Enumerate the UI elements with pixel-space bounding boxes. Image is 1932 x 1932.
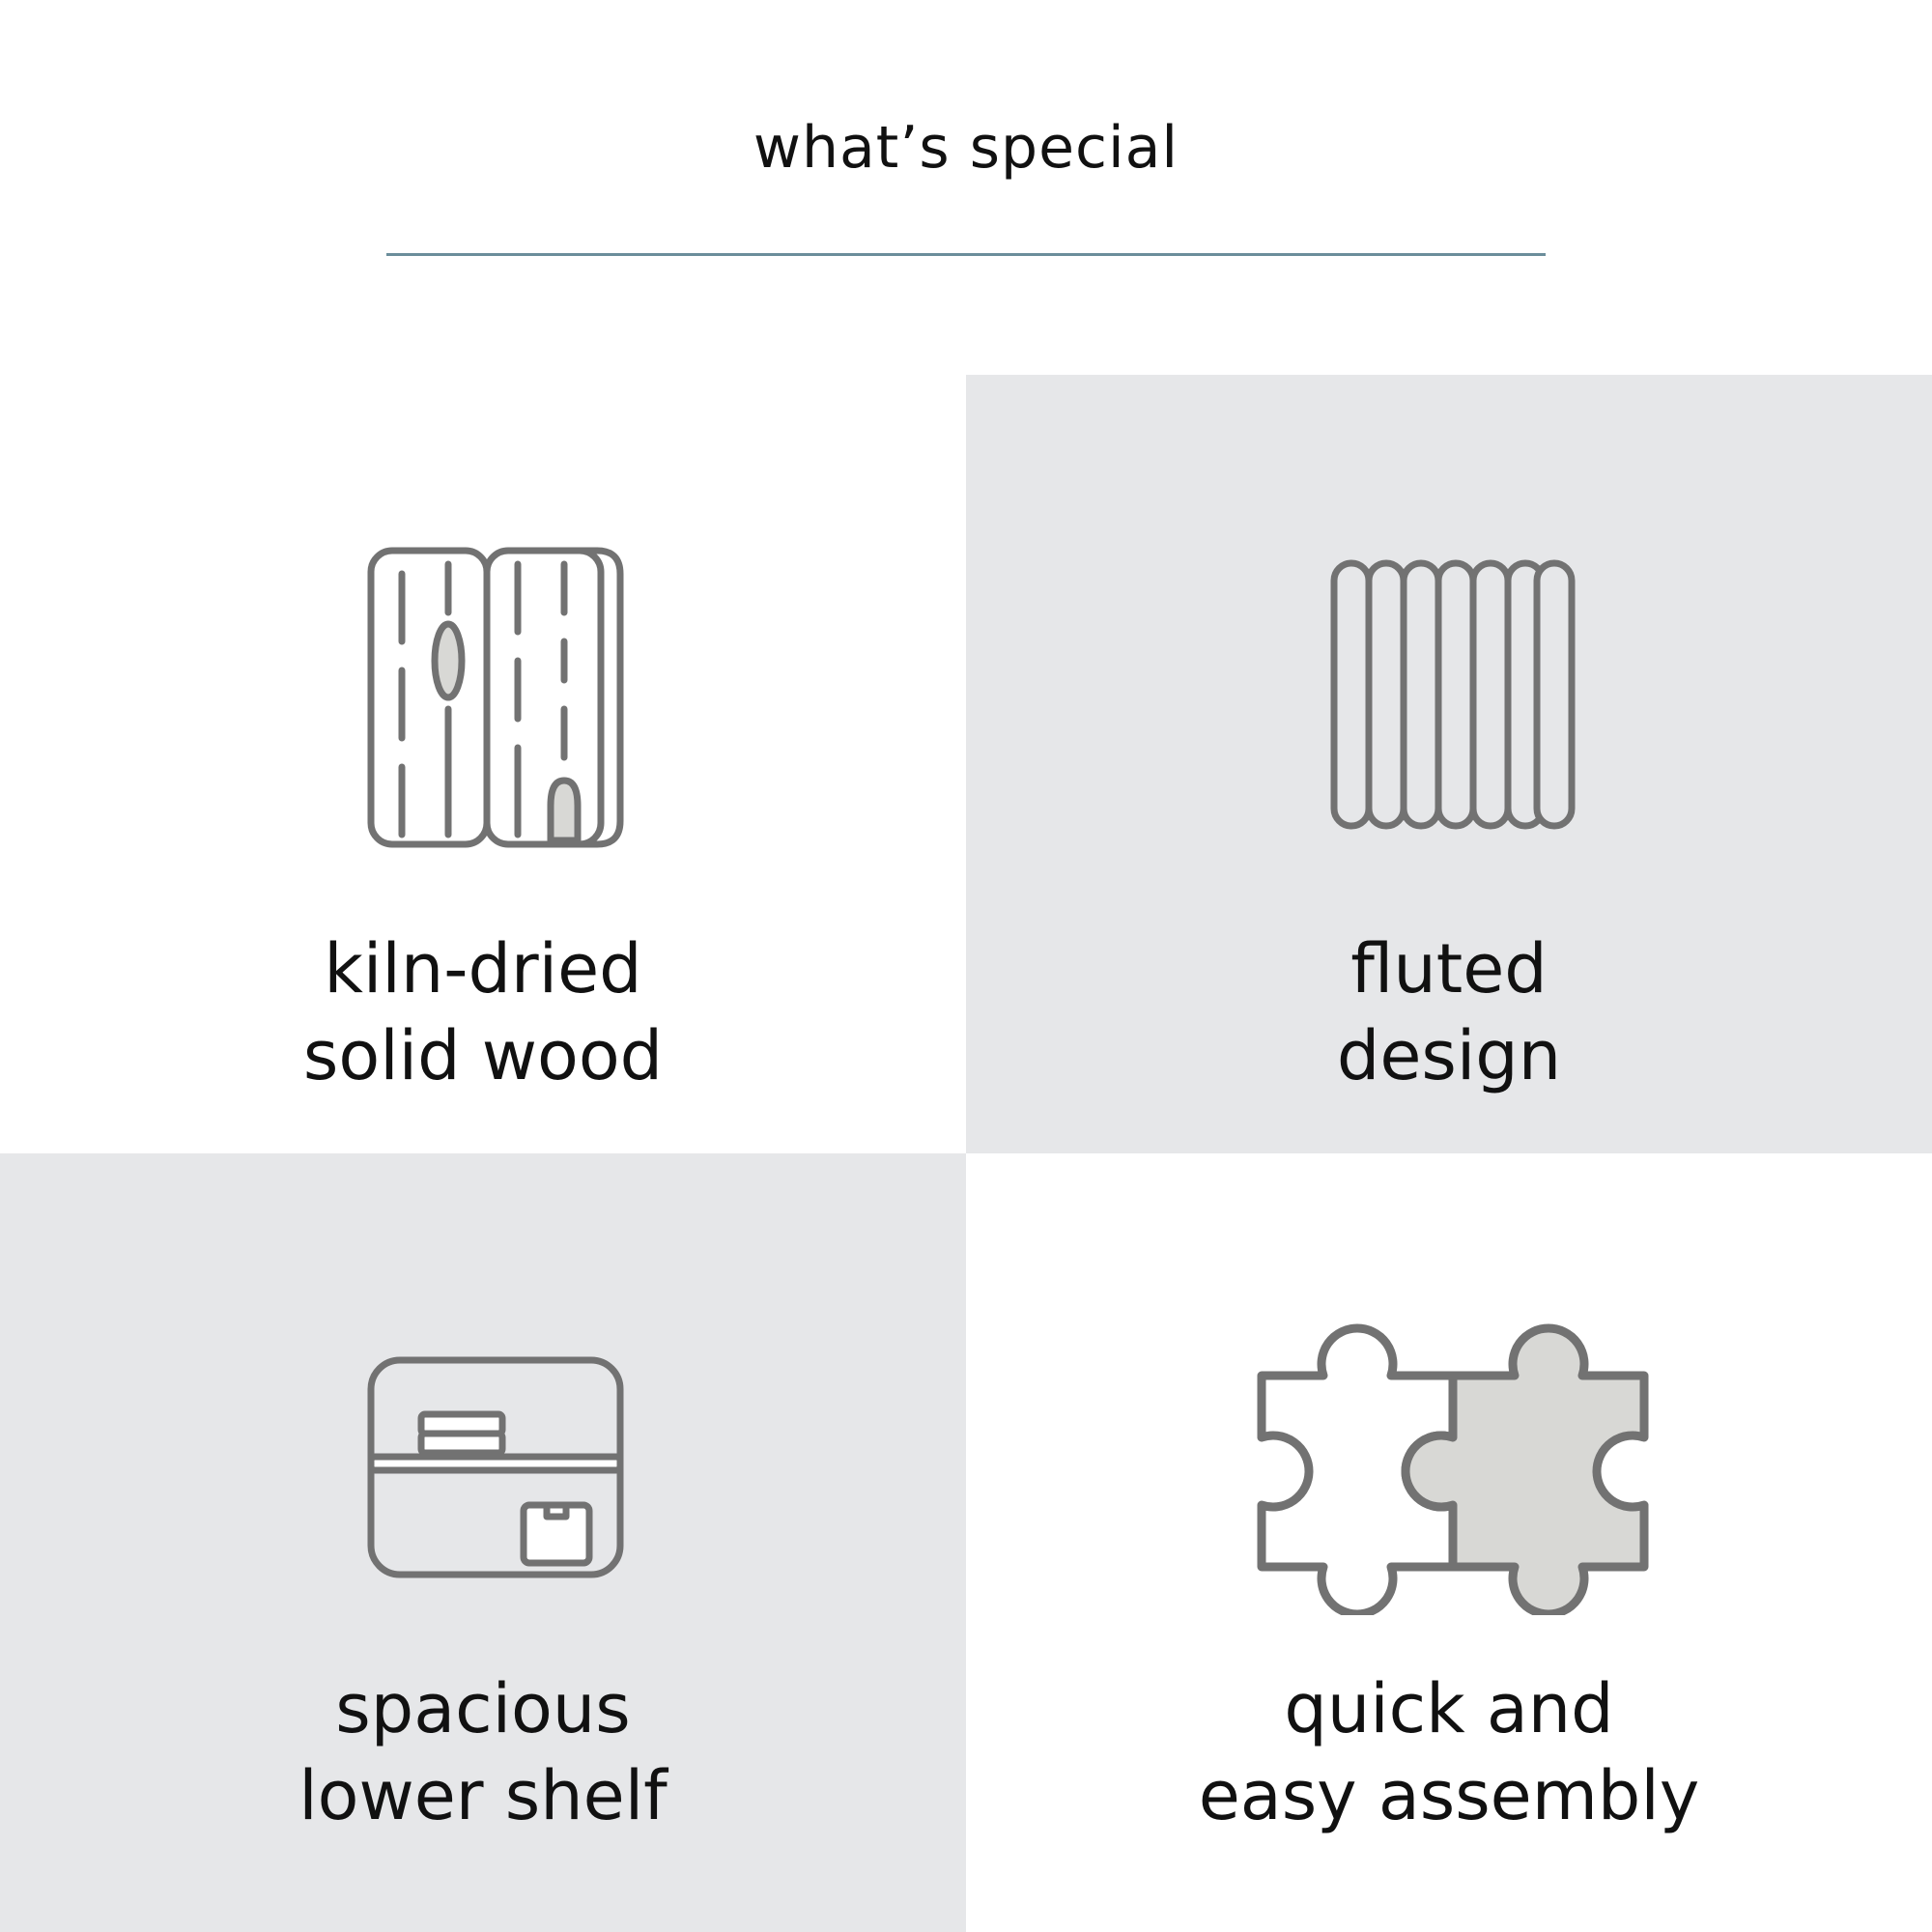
feature-tile-fluted: [966, 375, 1932, 1153]
feature-label: fluted design: [1336, 929, 1562, 1095]
feature-tile-shelf: [0, 1153, 966, 1932]
feature-tile-solid-wood: [0, 375, 966, 1153]
feature-label: quick and easy assembly: [1198, 1669, 1700, 1835]
page-title: what’s special: [753, 114, 1179, 182]
wood-planks-icon: [367, 545, 624, 850]
feature-label: spacious lower shelf: [298, 1669, 668, 1835]
puzzle-icon: [1252, 1316, 1654, 1615]
title-divider: [386, 253, 1546, 256]
fluted-panel-icon: [1330, 559, 1576, 830]
shelf-icon: [367, 1356, 624, 1578]
feature-label: kiln-dried solid wood: [302, 929, 664, 1095]
feature-tile-assembly: [966, 1153, 1932, 1932]
